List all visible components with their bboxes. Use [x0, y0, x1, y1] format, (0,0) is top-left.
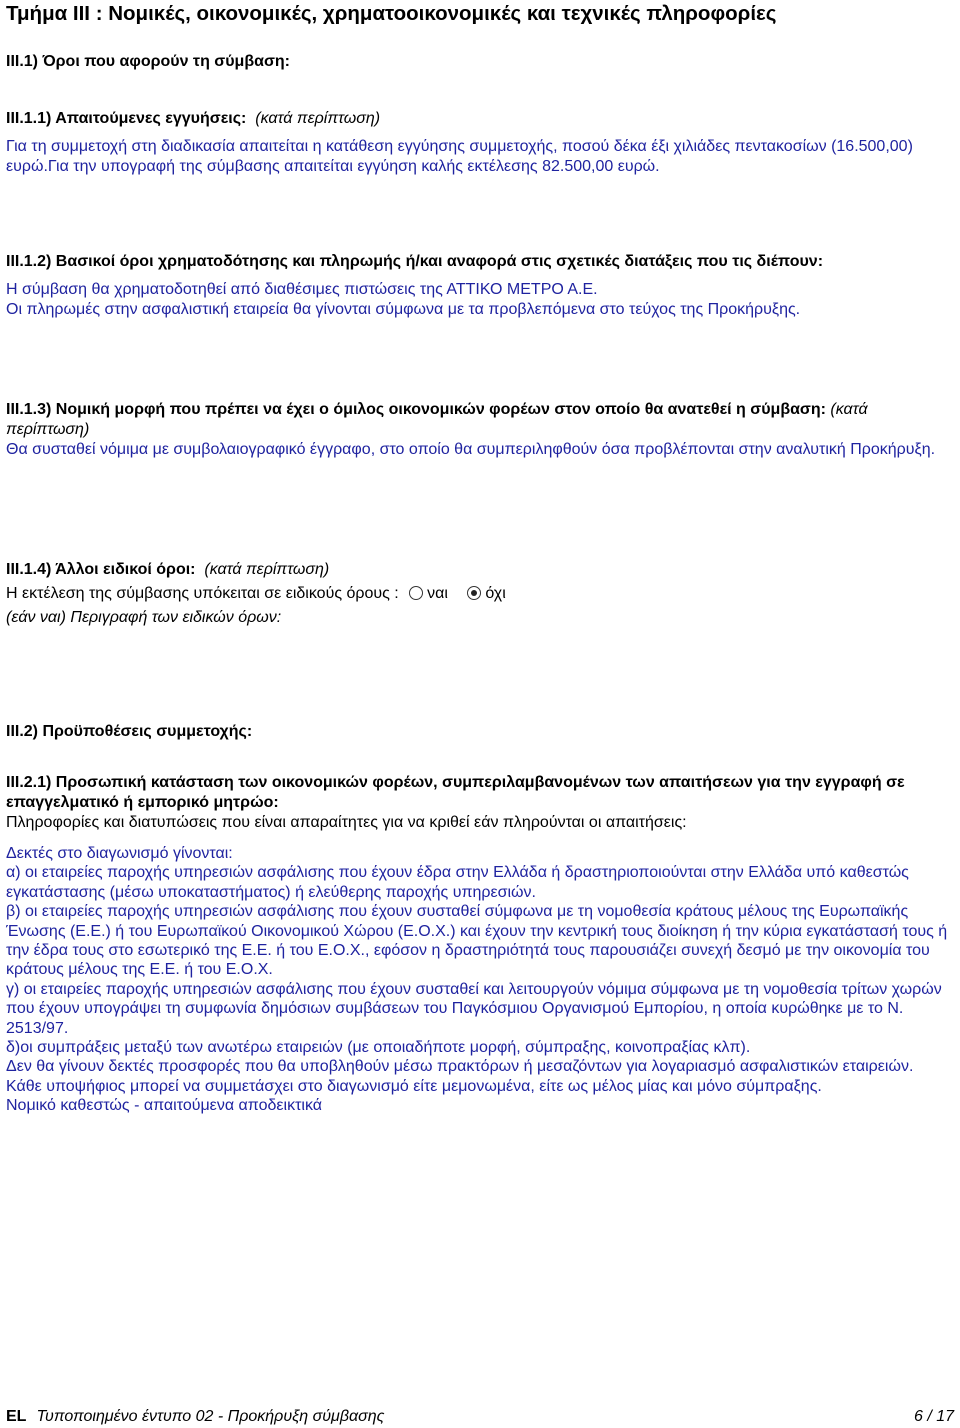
radio-no[interactable] — [467, 586, 481, 600]
special-terms-description-label: (εάν ναι) Περιγραφή των ειδικών όρων: — [6, 609, 282, 626]
heading-III-1-4: ΙΙΙ.1.4) Άλλοι ειδικοί όροι: — [6, 561, 196, 578]
qualifier-III-1-1: (κατά περίπτωση) — [255, 110, 381, 127]
footer-document-name: Τυποποιημένο έντυπο 02 - Προκήρυξη σύμβασης — [36, 1408, 385, 1425]
heading-III-1-1: ΙΙΙ.1.1) Απαιτούμενες εγγυήσεις: — [6, 110, 247, 127]
payment-text: Οι πληρωμές στην ασφαλιστική εταιρεία θα γίνονται σύμφωνα με τα προβλεπόμενα στο τεύχος της Προκήρυξης. — [6, 301, 801, 318]
section-III-2-1 — [6, 773, 954, 1116]
section-III-1-3 — [6, 400, 954, 460]
requirements-intro: Πληροφορίες και διατυπώσεις που είναι απαραίτητες για να κριθεί εάν πληρούνται οι απαιτήσεις: — [6, 814, 687, 831]
requirements-line: Δεν θα γίνουν δεκτές προσφορές που θα υποβληθούν μέσω πρακτόρων ή μεσαζόντων για λογαριασμό ασφαλιστικών εταιρειών. — [6, 1058, 914, 1076]
qualifier-III-1-3: (κατά περίπτωση) — [6, 401, 868, 438]
requirements-line: Δεκτές στο διαγωνισμό γίνονται: — [6, 845, 233, 862]
heading-III-1-3: ΙΙΙ.1.3) Νομική μορφή που πρέπει να έχει ο όμιλος οικονομικών φορέων στον οποίο θα ανατεθεί η σύμβαση: — [6, 401, 826, 418]
qualifier-III-1-4: (κατά περίπτωση) — [204, 561, 330, 578]
section-III-1-1 — [6, 109, 954, 177]
footer-page-number: 6 / 17 — [913, 1408, 954, 1425]
footer-language: EL — [6, 1408, 27, 1425]
requirements-line: Κάθε υποψήφιος μπορεί να συμμετάσχει στο διαγωνισμό είτε μεμονωμένα, είτε ως μέλος μίας και μόνο σύμπραξης. — [6, 1077, 822, 1095]
section-III-1-2 — [6, 252, 954, 320]
section-title: Τμήμα ΙΙΙ : Νομικές, οικονομικές, χρηματοοικονομικές και τεχνικές πληροφορίες — [6, 2, 777, 25]
requirements-line: γ) οι εταιρείες παροχής υπηρεσιών ασφάλισης που έχουν συσταθεί και λειτουργούν νόμιμα σύμφωνα με τη νομοθεσία τρίτων χωρών που έχουν υπογράψει τη συμφωνία δημόσιων συμβάσεων του Παγκόσμιου Οργανισμού Εμπορίου, η οποία κυρώθηκε με το Ν. 2513/97. — [6, 980, 942, 1037]
special-terms-row — [6, 584, 954, 604]
requirements-line: α) οι εταιρείες παροχής υπηρεσιών ασφάλισης που έχουν έδρα στην Ελλάδα ή δραστηριοποιούνται στην Ελλάδα υπό καθεστώς εγκατάστασης (μέσω υποκαταστήματος) ή ελεύθερης παροχής υπηρεσιών. — [6, 864, 909, 901]
requirements-line: β) οι εταιρείες παροχής υπηρεσιών ασφάλισης που έχουν συσταθεί σύμφωνα με τη νομοθεσία κράτους μέλους της Ευρωπαϊκής Ένωσης (Ε.Ε.) ή του Ευρωπαϊκού Οικονομικού Χώρου (Ε.Ο.Χ.) και έχουν την κεντρική τους διοίκηση ή την κύρια εγκατάστασή τους ή την έδρα τους στο εσωτερικό της Ε.Ε. ή του Ε.Ο.Χ., εφόσον η δραστηριότητά τους παρουσιάζει συνεχή δεσμό με την οικονομία του κράτους μέλους της Ε.Ε. ή του Ε.Ο.Χ. — [6, 903, 948, 979]
radio-yes[interactable] — [409, 586, 423, 600]
radio-yes-label: ναι — [427, 585, 448, 602]
heading-III-1-2: ΙΙΙ.1.2) Βασικοί όροι χρηματοδότησης και πληρωμής ή/και αναφορά στις σχετικές διατάξεις που τις διέπουν: — [6, 253, 824, 270]
section-III-1-4 — [6, 560, 954, 628]
requirements-line: δ)οι συμπράξεις μεταξύ των ανωτέρω εταιρειών (με οποιαδήποτε μορφή, σύμπραξης, κοινοπραξίας κλπ). — [6, 1039, 751, 1057]
heading-III-2-1: ΙΙΙ.2.1) Προσωπική κατάσταση των οικονομικών φορέων, συμπεριλαμβανομένων των απαιτήσεων για την εγγραφή σε επαγγελματικό ή εμπορικό μητρώο: — [6, 774, 905, 811]
guarantee-participation-text: Για τη συμμετοχή στη διαδικασία απαιτείται η κατάθεση εγγύησης συμμετοχής, ποσού δέκα έξι χιλιάδες πεντακοσίων (16.500,00) ευρώ. — [6, 138, 913, 175]
special-terms-question: Η εκτέλεση της σύμβασης υπόκειται σε ειδικούς όρους : — [6, 585, 399, 602]
page-footer — [6, 1408, 954, 1426]
guarantee-text — [6, 137, 954, 177]
funding-text: Η σύμβαση θα χρηματοδοτηθεί από διαθέσιμες πιστώσεις της ΑΤΤΙΚΟ ΜΕΤΡΟ Α.Ε. — [6, 281, 598, 298]
requirements-line: Νομικό καθεστώς - απαιτούμενα αποδεικτικά — [6, 1097, 322, 1115]
heading-III-2: ΙΙΙ.2) Προϋποθέσεις συμμετοχής: — [6, 723, 253, 740]
radio-no-label: όχι — [485, 585, 506, 602]
requirements-list — [6, 844, 954, 1116]
heading-III-1: ΙΙΙ.1) Όροι που αφορούν τη σύμβαση: — [6, 53, 290, 70]
legal-form-text: Θα συσταθεί νόμιμα με συμβολαιογραφικό έγγραφο, στο οποίο θα συμπεριληφθούν όσα προβλέπονται στην αναλυτική Προκήρυξη. — [6, 441, 936, 458]
guarantee-performance-text: Για την υπογραφή της σύμβασης απαιτείται εγγύηση καλής εκτέλεσης 82.500,00 ευρώ. — [47, 158, 660, 175]
